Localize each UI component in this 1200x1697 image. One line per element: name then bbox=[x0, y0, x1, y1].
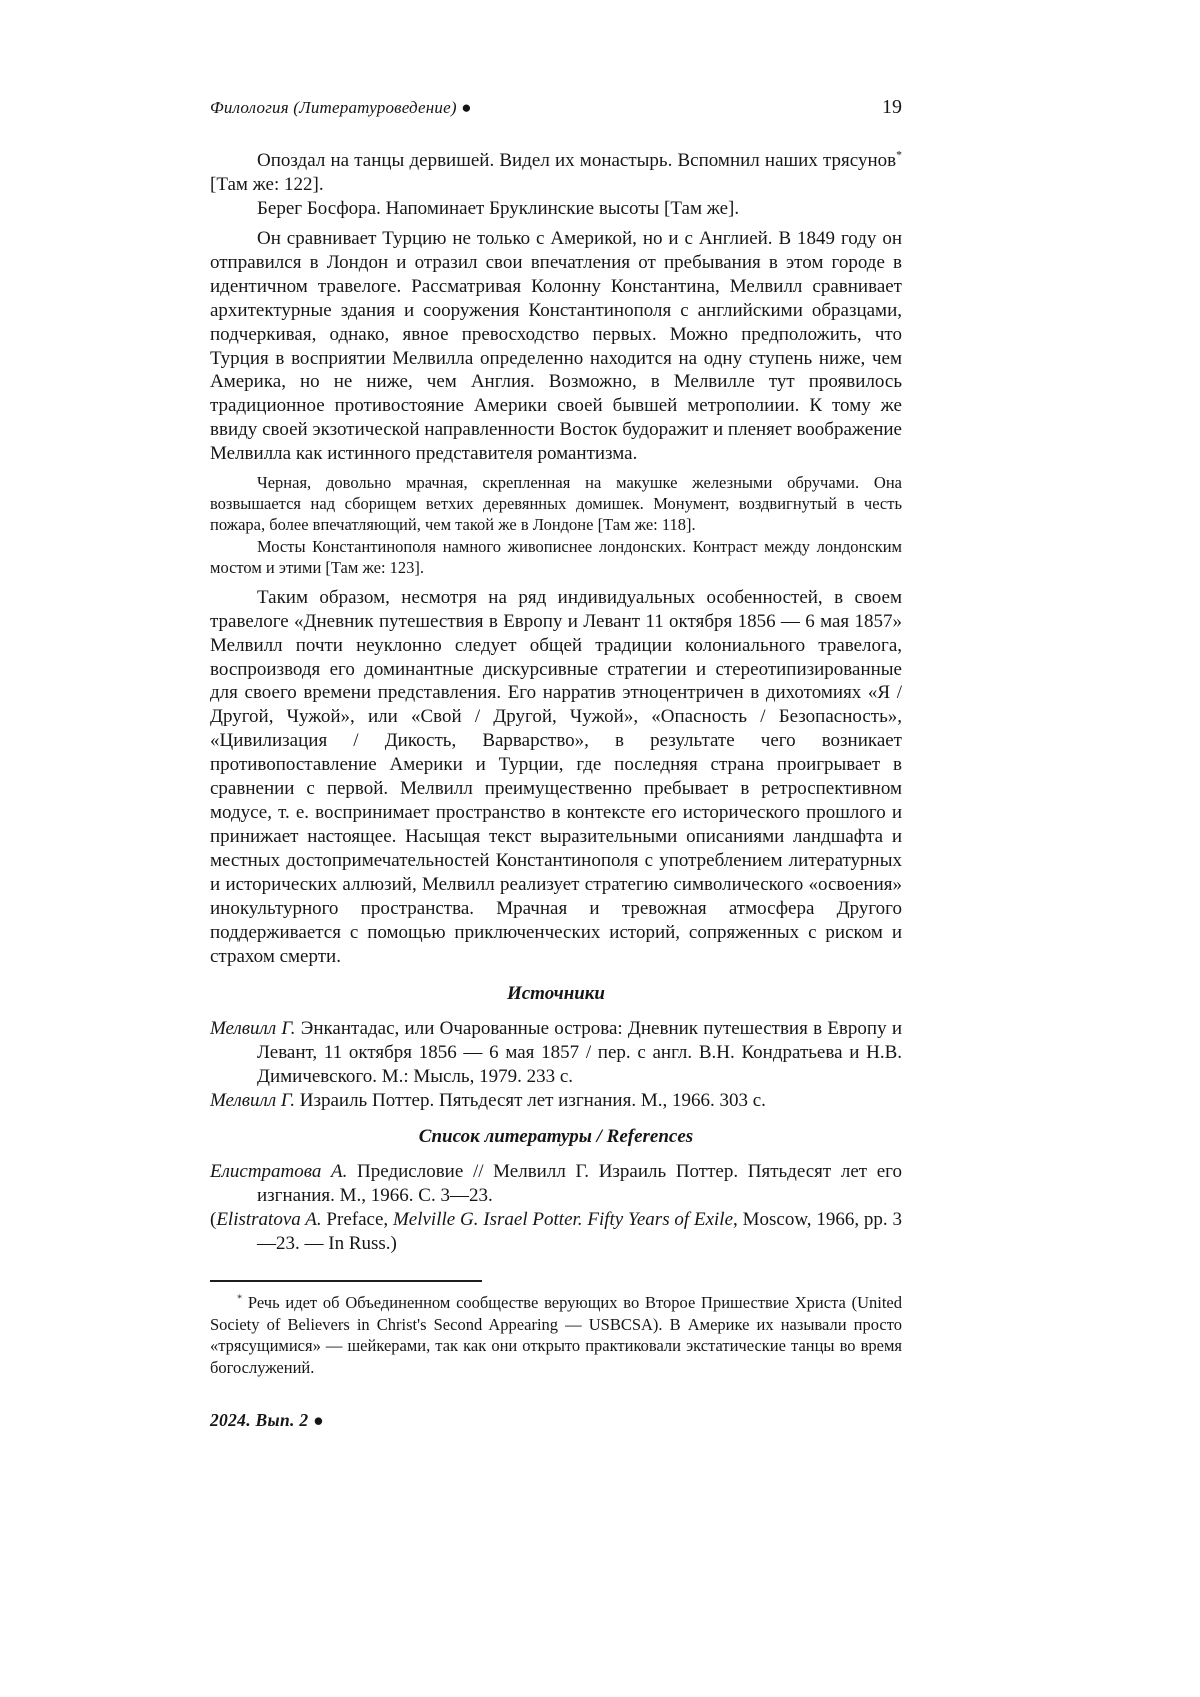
footnote-marker: * bbox=[237, 1293, 243, 1305]
quote-bosphorus-paragraph: Берег Босфора. Напоминает Бруклинские высоты [Там же]. bbox=[257, 197, 740, 219]
reference-text: , Moscow, 1966, pp. 3—23. — In Russ.) bbox=[257, 1209, 902, 1255]
reference-item-russian bbox=[210, 1160, 902, 1208]
reference-text: Предисловие // Мелвилл Г. Израиль Поттер. Пятьдесят лет его изгнания. М., 1966. С. 3—23. bbox=[257, 1161, 903, 1207]
reference-text: Preface, bbox=[321, 1209, 393, 1231]
quote-dervish-citation: [Там же: 122]. bbox=[210, 173, 324, 195]
reference-text: Израиль Поттер. Пятьдесят лет изгнания. М., 1966. 303 с. bbox=[295, 1089, 766, 1111]
reference-author: Мелвилл Г. bbox=[210, 1089, 295, 1111]
page-number: 19 bbox=[882, 96, 902, 118]
reference-open-paren: ( bbox=[210, 1209, 217, 1231]
quote-dervish-paragraph bbox=[210, 149, 902, 197]
body-paragraph-conclusion: Таким образом, несмотря на ряд индивидуальных особенностей, в своем травелоге «Дневник путешествия в Европу и Левант 11 октября 1856 — 6 мая 1857» Мелвилл почти неуклонно следует общей традиции колониального травелога, воспроизводя его доминантные дискурсивные стратегии и стереотипизированные для своего времени представления. Его нарратив этноцентричен в дихотомиях «Я / Другой, Чужой», или «Свой / Другой, Чужой», «Опасность / Безопасность», «Цивилизация / Дикость, Варварство», в результате чего возникает противопоставление Америки и Турции, где последняя страна проигрывает в сравнении с первой. Мелвилл преимущественно пребывает в ретроспективном модусе, т. е. воспринимает пространство в контексте его исторического прошлого и принижает настоящее. Насыщая текст выразительными описаниями ландшафта и местных достопримечательностей Константинополя с употреблением литературных и исторических аллюзий, Мелвилл реализует стратегию символического «освоения» инокультурного пространства. Мрачная и тревожная атмосфера Другого поддерживается с помощью приключенческих историй, сопряженных с риском и страхом смерти. bbox=[210, 586, 902, 967]
quote-bridges-paragraph: Мосты Константинополя намного живописнее лондонских. Контраст между лондонским мостом и этими [Там же: 123]. bbox=[210, 536, 902, 577]
reference-text: Энкантадас, или Очарованные острова: Дневник путешествия в Европу и Левант, 11 октября 1856 — 6 мая 1857 / пер. с англ. В.Н. Кондратьева и Н.В. Димичевского. М.: Мысль, 1979. 233 с. bbox=[257, 1017, 903, 1087]
reference-author: Elistratova A. bbox=[216, 1209, 322, 1231]
footnote-rule bbox=[210, 1280, 482, 1282]
page-content bbox=[210, 96, 902, 1431]
quote-black-monument-paragraph: Черная, довольно мрачная, скрепленная на макушке железными обручами. Она возвышается над сборищем ветхих деревянных домишек. Монумент, воздвигнутый в честь пожара, более впечатляющий, чем такой же в Лондоне [Там же: 118]. bbox=[210, 473, 902, 535]
footnote-marker: * bbox=[896, 148, 902, 162]
footnote-text: Речь идет об Объединенном сообществе верующих во Второе Пришествие Христа (United Society of Believers in Christ's Second Appearing — USBCSA). В Америке их называли просто «трясущимися» — шейкерами, так как они открыто практиковали экстатические танцы во время богослужений. bbox=[210, 1293, 902, 1377]
reference-author: Мелвилл Г. bbox=[210, 1017, 296, 1039]
running-title: Филология (Литературоведение) ● bbox=[210, 98, 472, 117]
reference-author: Елистратова А. bbox=[210, 1161, 348, 1183]
source-reference-item bbox=[210, 1017, 902, 1089]
references-heading: Список литературы / References bbox=[418, 1126, 694, 1148]
reference-item-transliterated bbox=[210, 1208, 902, 1256]
page-header bbox=[210, 96, 902, 119]
footnote-paragraph bbox=[210, 1292, 902, 1378]
body-paragraph-comparison: Он сравнивает Турцию не только с Америкой, но и с Англией. В 1849 году он отправился в Лондон и отразил свои впечатления от пребывания в этом городе в идентичном травелоге. Рассматривая Колонну Константина, Мелвилл сравнивает архитектурные здания и сооружения Константинополя с английскими образцами, подчеркивая, однако, явное превосходство первых. Можно предположить, что Турция в восприятии Мелвилла определенно находится на одну ступень ниже, чем Америка, но не ниже, чем Англия. Возможно, в Мелвилле тут проявилось традиционное противостояние Америки своей бывшей метрополиии. К тому же ввиду своей экзотической направленности Восток будоражит и пленяет воображение Мелвилла как истинного представителя романтизма. bbox=[210, 227, 902, 465]
page-footer: 2024. Вып. 2 ● bbox=[210, 1409, 324, 1430]
reference-book-title: Melville G. Israel Potter. Fifty Years of Exile bbox=[392, 1209, 734, 1231]
source-reference-item bbox=[210, 1089, 902, 1113]
quote-dervish-text: Опоздал на танцы дервишей. Видел их монастырь. Вспомнил наших трясунов bbox=[257, 150, 897, 171]
sources-heading: Источники bbox=[506, 982, 606, 1004]
